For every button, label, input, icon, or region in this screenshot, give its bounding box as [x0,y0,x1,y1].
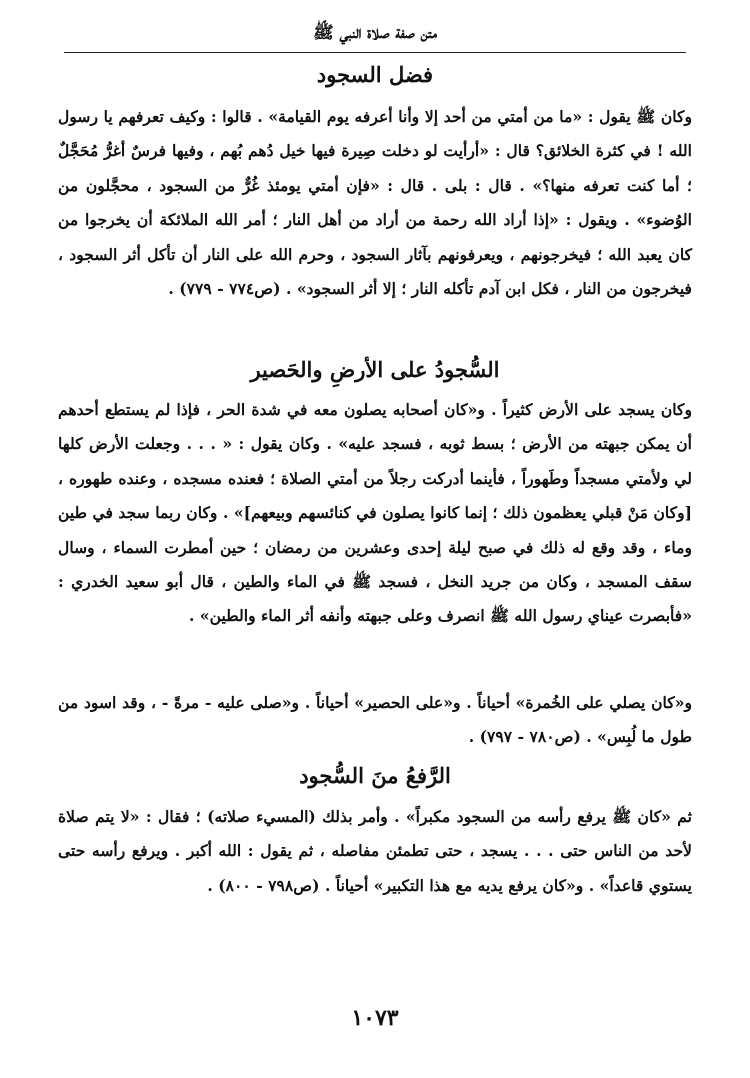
paragraph-rising-from-prostration: ثم «كان ﷺ يرفع رأسه من السجود مكبراً» . وأمر بذلك (المسيء صلاته) ؛ فقال : «لا يتم صلاة لأحد من الناس حتى . . . يسجد ، حتى تطمئن مفاصله ، ثم يقول : الله أكبر . ويرفع رأسه حتى يستوي قاعداً» . و«كان يرفع يديه مع هذا التكبير» أحياناً . (ص٧٩٨ - ٨٠٠) . [58,807,692,895]
paragraph-virtue-of-prostration: وكان ﷺ يقول : «ما من أمتي من أحد إلا وأنا أعرفه يوم القيامة» . قالوا : وكيف تعرفهم يا رسول الله ! في كثرة الخلائق؟ قال : «أرأيت لو دخلت صِيرة فيها خيل دُهم بُهم ، وفيها فرسٌ أغرُّ مُحَجَّلٌ ؛ أما كنت تعرفه منها؟» . قال : بلى . قال : «فإن أمتي يومئذ غُرٌّ من السجود ، محجَّلون من الوُضوء» . ويقول : «إذا أراد الله رحمة من أراد من أهل النار ؛ أمر الله الملائكة أن يخرجوا من كان يعبد الله ؛ فيخرجونهم ، ويعرفونهم بآثار السجود ، وحرم الله على النار أن تأكل أثر السجود ، فيخرجون من النار ، فكل ابن آدم تأكله النار ؛ إلا أثر السجود» . (ص٧٧٤ - ٧٧٩) . [58,107,692,299]
section-title-rising-from-prostration: الرَّفعُ منَ السُّجود [299,763,451,788]
paragraph-prostration-on-ground: وكان يسجد على الأرض كثيراً . و«كان أصحابه يصلون معه في شدة الحر ، فإذا لم يستطع أحدهم أن يمكن جبهته من الأرض ؛ بسط ثوبه ، فسجد عليه» . وكان يقول : « . . . وجعلت الأرض كلها لي ولأمتي مسجداً وطَهوراً ، فأينما أدركت رجلاً من أمتي الصلاة ؛ فعنده مسجده ، وعنده طهوره ، [وكان مَنْ قبلي يعظمون ذلك ؛ إنما كانوا يصلون في كنائسهم وبيعهم]» . وكان ربما سجد في طين وماء ، وقد وقع له ذلك في صبح ليلة إحدى وعشرين من رمضان ؛ حين أمطرت السماء ، وسال سقف المسجد ، وكان من جريد النخل ، فسجد ﷺ في الماء والطين ، قال أبو سعيد الخدري : «فأبصرت عيناي رسول الله ﷺ انصرف وعلى جبهته وأنفه أثر الماء والطين» . [58,400,692,626]
paragraph-khumra-and-mat: و«كان يصلي على الخُمرة» أحياناً . و«على الحصير» أحياناً . و«صلى عليه - مرةً - ، وقد اسود من طول ما لُبِس» . (ص٧٨٠ - ٧٩٧) . [58,693,692,747]
section-title-prostration-on-ground: السُّجودُ على الأرضِ والحَصير [250,357,500,382]
running-title: متن صفة صلاة النبي ﷺ [313,23,437,43]
section-title-virtue-of-prostration: فضل السجود [316,62,434,87]
page-number: ١٠٧٣ [351,1005,399,1031]
header-rule [64,52,686,53]
